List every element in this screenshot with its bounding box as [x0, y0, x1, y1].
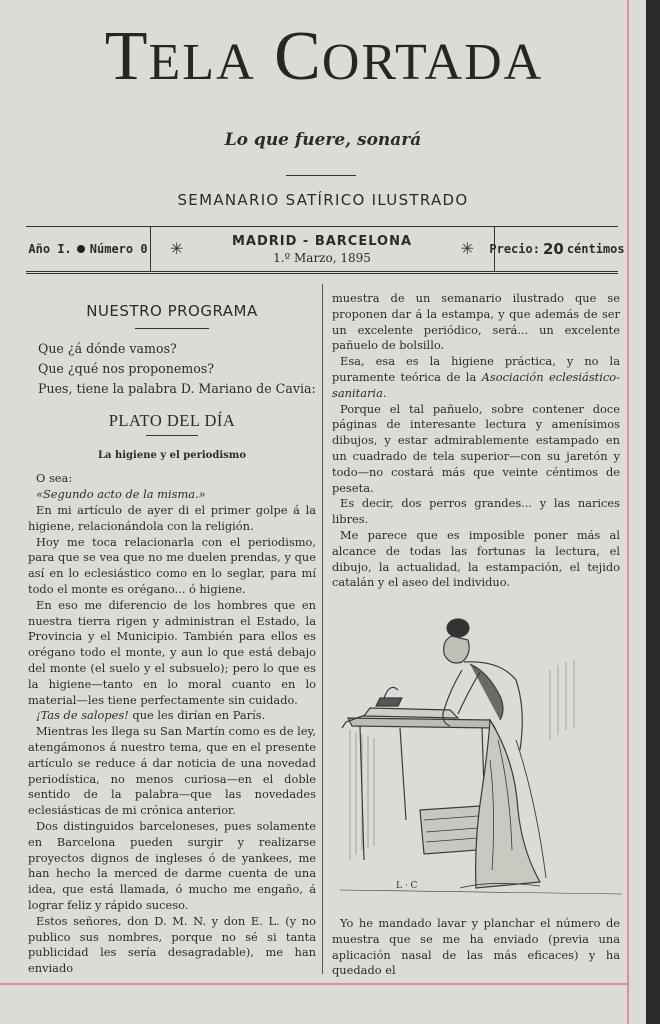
- divider: [135, 328, 209, 329]
- divider: [286, 175, 356, 176]
- paragraph: En mi artículo de ayer di el primer golpe á la higiene, relacionándola con la religión.: [28, 502, 316, 533]
- paragraph: ¡Tas de salopes! que les dirían en París.: [36, 708, 266, 723]
- motto: Lo que fuere, sonará: [224, 130, 422, 150]
- intro-lines: Que ¿á dónde vamos? Que ¿qué nos proponemos? Pues, tiene la palabra D. Mariano de Cavia:: [38, 340, 316, 396]
- page-border-right: [627, 0, 629, 1024]
- paragraph: Hoy me toca relacionarla con el periodismo, para que se vea que no me duelen prendas, y que así en lo eclesiástico como en lo seglar, para mí todo el monte es orégano... ó higiene.: [28, 534, 316, 596]
- section-title: PLATO DEL DÍA: [108, 410, 236, 430]
- article-heading: NUESTRO PROGRAMA: [86, 302, 258, 320]
- paragraph: Me parece que es imposible poner más al alcance de todas las fortunas la lectura, el dibujo, la actualidad, la estampación, el tejido catalán y el aseo del individuo.: [332, 527, 620, 590]
- illustration-signature: L · C: [396, 881, 418, 891]
- right-column: [332, 291, 620, 591]
- page-border-bottom: [0, 983, 628, 985]
- masthead-title: TELA CORTADA: [104, 18, 544, 95]
- issue-info-bar: [26, 226, 625, 274]
- subtitle: SEMANARIO SATÍRICO ILUSTRADO: [177, 191, 469, 209]
- section-subtitle: La higiene y el periodismo: [97, 449, 247, 461]
- paragraph: muestra de un semanario ilustrado que se proponen dar á la estampa, y que además de ser un excelente periódico, será... un excelente pañuelo de bolsillo.: [332, 291, 620, 353]
- epigraph: «Segundo acto de la misma.»: [36, 487, 206, 502]
- paragraph: En eso me diferencio de los hombres que en nuestra tierra rigen y administran el Estado, la Provincia y el Municipio. También para ellos es orégano todo el monte, y aun lo que está debajo del monte (el suelo y el subsuelo); pero lo que es la higiene—tanto en lo moral cuanto en lo material—les tiene perfectamente sin cuidado.: [28, 597, 316, 707]
- divider: [146, 435, 198, 436]
- woman-ironing-illustration: [340, 610, 622, 906]
- left-column: [28, 292, 316, 977]
- place-date: ✳ MADRID - BARCELONA 1.º Marzo, 1895 ✳: [170, 233, 474, 265]
- paragraph: Dos distinguidos barceloneses, pues solamente en Barcelona pueden surgir y realizarse proyectos dignos de ingleses ó de yankees, me han hecho la merced de darme cuenta de una idea, que está llamada, ó mucho me engaño, á lograr feliz y rápido suceso.: [28, 818, 316, 912]
- ornament-star-icon: ✳: [460, 239, 474, 258]
- right-column-continued: [332, 916, 620, 979]
- paragraph: Esa, esa es la higiene práctica, y no la puramente teórica de la Asociación eclesiástico-sanitaria.: [332, 354, 620, 400]
- paragraph: Yo he mandado lavar y planchar el número de muestra que se me ha enviado (previa una aplicación nasal de las más eficaces) y ha quedado el: [332, 916, 620, 978]
- price: Precio: 20 céntimos: [494, 227, 619, 271]
- issue-number: Año I. Número 0: [26, 227, 151, 271]
- paragraph: O sea:: [36, 471, 73, 486]
- paragraph: Porque el tal pañuelo, sobre contener doce páginas de interesante lectura y amenísimos dibujos, y estar admirablemente estampado en un cuadrado de tela superior—con su jaretón y todo—no costará más que veinte céntimos de peseta.: [332, 401, 620, 495]
- paragraph: Es decir, dos perros grandes... y las narices libres.: [332, 496, 620, 527]
- column-divider: [322, 284, 323, 974]
- paragraph: Estos señores, don D. M. N. y don E. L. (y no publico sus nombres, porque no sé si tanta publicidad les sería desagradable), me han enviado: [28, 913, 316, 976]
- ornament-star-icon: ✳: [170, 239, 184, 258]
- paragraph: Mientras les llega su San Martín como es de ley, atengámonos á nuestro tema, que en el presente artículo se reduce á dar noticia de una novedad periodística, no menos curiosa—en el doble sentido de la palabra—que las novedades eclesiásticas de mi crónica anterior.: [28, 724, 316, 818]
- bullet-icon: [77, 245, 85, 253]
